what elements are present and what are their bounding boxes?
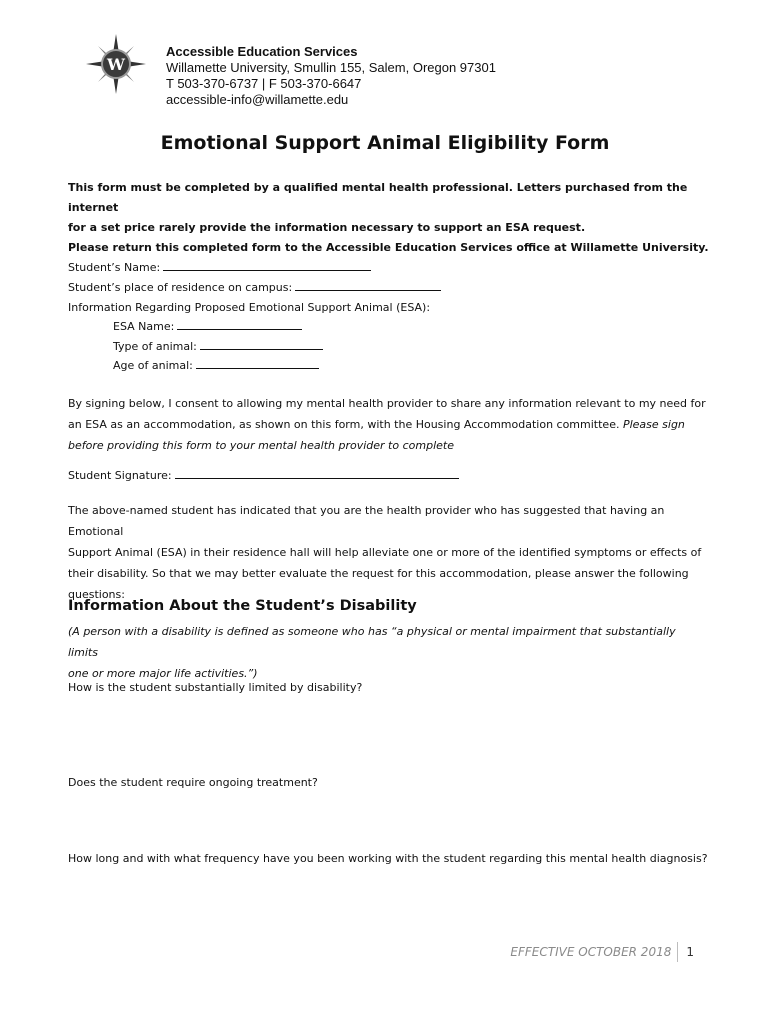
page-title: Emotional Support Animal Eligibility Form bbox=[160, 132, 610, 154]
compass-logo bbox=[86, 34, 146, 94]
consent-please-sign: Please sign bbox=[622, 418, 685, 431]
signature-label: Student Signature: bbox=[68, 469, 172, 482]
animal-type-label: Type of animal: bbox=[113, 340, 197, 353]
question-limited: How is the student substantially limited by disability? bbox=[68, 681, 363, 694]
student-name-blank[interactable] bbox=[163, 258, 371, 271]
animal-type-blank[interactable] bbox=[200, 337, 323, 350]
question-frequency: How long and with what frequency have you been working with the student regarding this mental health diagnosis? bbox=[68, 852, 708, 865]
esa-info-heading: Information Regarding Proposed Emotional Support Animal (ESA): bbox=[68, 301, 431, 314]
student-name-label: Student’s Name: bbox=[68, 261, 161, 274]
provider-note-line-3: their disability. So that we may better evaluate the request for this accommodation, please answer the following bbox=[68, 567, 689, 580]
org-name: Accessible Education Services bbox=[166, 44, 358, 59]
intro-line-2: for a set price rarely provide the information necessary to support an ESA request. bbox=[68, 221, 586, 234]
definition-line-2: one or more major life activities.”) bbox=[68, 667, 258, 680]
signature-field bbox=[68, 466, 459, 486]
consent-paragraph bbox=[68, 393, 708, 456]
org-email: accessible-info@willamette.edu bbox=[166, 92, 349, 107]
intro-text bbox=[68, 178, 718, 258]
footer-divider bbox=[677, 942, 678, 962]
signature-blank[interactable] bbox=[175, 466, 459, 479]
definition-line-1: (A person with a disability is defined as someone who has “a physical or mental impairment that substantially limits bbox=[68, 625, 676, 659]
question-treatment: Does the student require ongoing treatment? bbox=[68, 776, 318, 789]
consent-line-1: By signing below, I consent to allowing my mental health provider to share any information relevant to my need for bbox=[68, 397, 706, 410]
provider-note-line-2: Support Animal (ESA) in their residence hall will help alleviate one or more of the identified symptoms or effects of bbox=[68, 546, 702, 559]
page-number: 1 bbox=[686, 945, 694, 959]
animal-age-blank[interactable] bbox=[196, 356, 319, 369]
compass-logo-icon bbox=[86, 34, 146, 94]
effective-date: EFFECTIVE OCTOBER 2018 bbox=[510, 945, 672, 959]
org-phone-fax: T 503-370-6737 | F 503-370-6647 bbox=[166, 76, 362, 91]
page-footer bbox=[510, 942, 694, 962]
provider-note-line-1: The above-named student has indicated that you are the health provider who has suggested that having an Emotional bbox=[68, 504, 665, 538]
logo-letter: W bbox=[107, 55, 125, 74]
esa-name-blank[interactable] bbox=[177, 317, 302, 330]
consent-line-2-text: an ESA as an accommodation, as shown on this form, with the Housing Accommodation committee. bbox=[68, 418, 620, 431]
provider-note-line-4: questions: bbox=[68, 588, 125, 601]
consent-line-2 bbox=[68, 414, 708, 435]
esa-name-label: ESA Name: bbox=[113, 320, 175, 333]
student-name-field bbox=[68, 258, 371, 278]
residence-blank[interactable] bbox=[295, 278, 441, 291]
section-heading: Information About the Student’s Disability bbox=[68, 598, 417, 614]
intro-line-3: Please return this completed form to the Accessible Education Services office at Willamette University. bbox=[68, 241, 709, 254]
animal-age-label: Age of animal: bbox=[113, 359, 193, 372]
org-address: Willamette University, Smullin 155, Salem, Oregon 97301 bbox=[166, 60, 496, 75]
provider-note bbox=[68, 500, 708, 605]
consent-line-3: before providing this form to your mental health provider to complete bbox=[68, 439, 454, 452]
disability-definition bbox=[68, 621, 708, 684]
residence-label: Student’s place of residence on campus: bbox=[68, 281, 293, 294]
animal-type-field bbox=[113, 337, 323, 357]
intro-line-1: This form must be completed by a qualified mental health professional. Letters purchased from the internet bbox=[68, 181, 688, 214]
residence-field bbox=[68, 278, 441, 298]
esa-name-field bbox=[113, 317, 302, 337]
animal-age-field bbox=[113, 356, 319, 376]
